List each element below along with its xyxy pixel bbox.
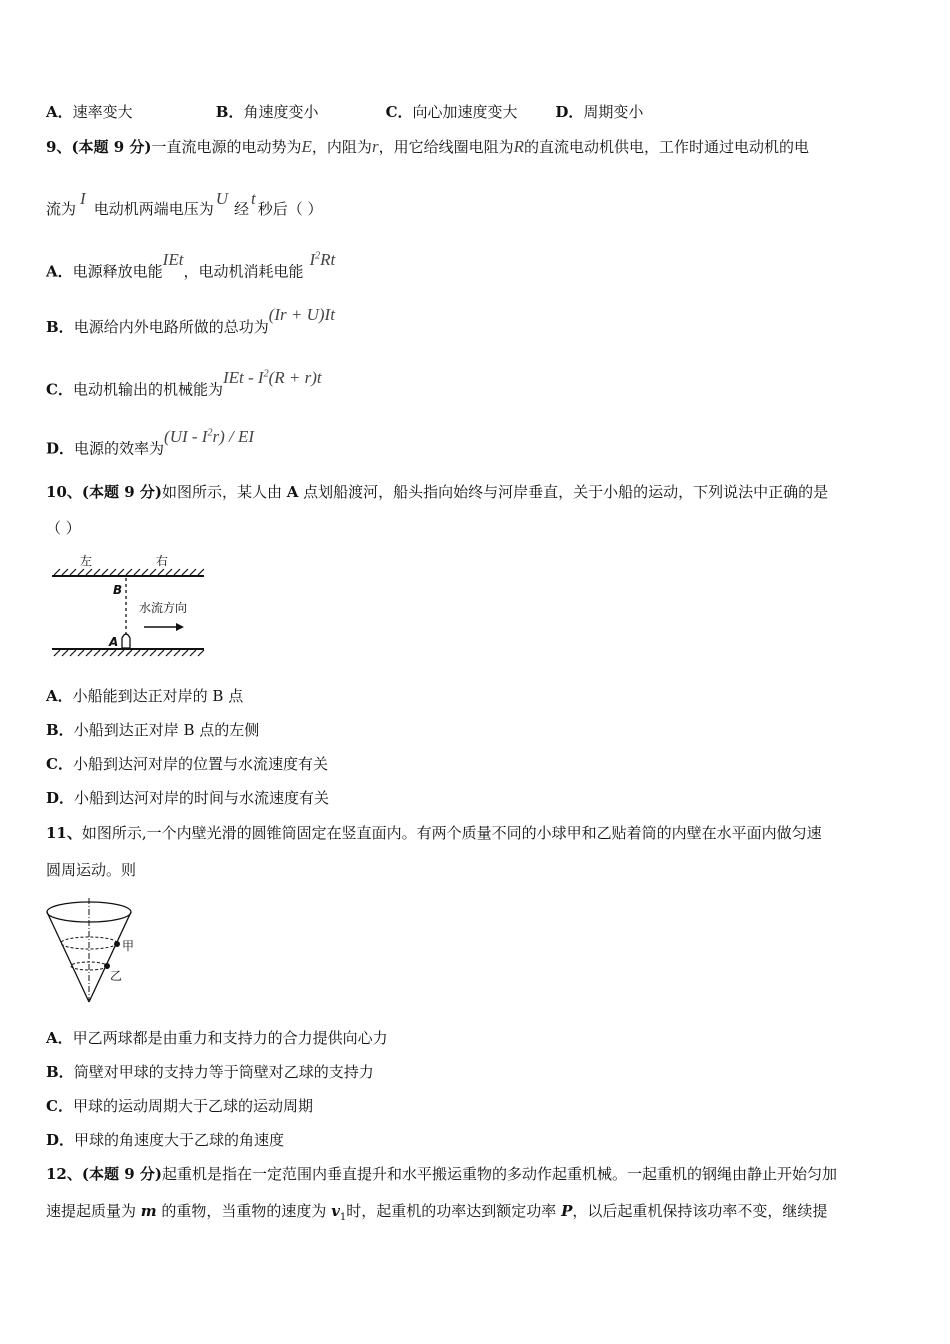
- fig-point-a-label: A: [109, 635, 119, 649]
- cone-left-side: [47, 912, 89, 1002]
- q12-stem-line1: 12、(本题 9 分)起重机是指在一定范围内垂直提升和水平搬运重物的多动作起重机械。一起重机的钢绳由静止开始匀加: [46, 1165, 837, 1183]
- q8-option-a: A．速率变大: [46, 103, 133, 121]
- q9-option-b: B．电源给内外电路所做的总功为(Ir + U)It: [46, 305, 335, 336]
- top-bank-hatching: [54, 569, 204, 575]
- q11-option-b: B．筒壁对甲球的支持力等于筒壁对乙球的支持力: [46, 1063, 374, 1081]
- q10-stem-line2: （ ）: [46, 519, 81, 537]
- boat-icon: [122, 634, 130, 648]
- cone-figure: [44, 896, 144, 1008]
- q8-option-d: D．周期变小: [555, 103, 644, 121]
- bottom-bank-hatching: [54, 650, 204, 656]
- fig-yi-label: 乙: [110, 969, 123, 983]
- fig-jia-label: 甲: [122, 939, 135, 953]
- q10-option-d: D．小船到达河对岸的时间与水流速度有关: [46, 789, 330, 807]
- q11-option-a: A．甲乙两球都是由重力和支持力的合力提供向心力: [46, 1029, 388, 1047]
- ball-jia: [114, 941, 120, 947]
- q10-option-c: C．小船到达河对岸的位置与水流速度有关: [46, 755, 328, 773]
- fig-left-label: 左: [80, 554, 93, 568]
- q9-stem-line1: 9、(本题 9 分)一直流电源的电动势为E，内阻为r，用它给线圈电阻为R的直流电动机供电，工作时通过电动机的电: [46, 137, 809, 156]
- fig-right-label: 右: [156, 554, 169, 568]
- q9-option-a: A．电源释放电能IEt，电动机消耗电能$I^2Rt$: [46, 249, 336, 281]
- q9-stem-line2: 流为I电动机两端电压为U经t秒后（ ）: [46, 189, 323, 218]
- q8-options-row: [46, 102, 643, 122]
- q11-stem-line1: 11、如图所示,一个内壁光滑的圆锥筒固定在竖直面内。有两个质量不同的小球甲和乙贴着筒的内壁在水平面内做匀速: [46, 824, 822, 842]
- q9-option-c: C．电动机输出的机械能为IEt - $I^2(R + r)t$: [46, 367, 322, 399]
- q11-option-c: C．甲球的运动周期大于乙球的运动周期: [46, 1097, 313, 1115]
- q10-option-b: B．小船到达正对岸 B 点的左侧: [46, 721, 260, 739]
- flow-arrow-head: [176, 623, 184, 631]
- fig-point-b-label: B: [113, 583, 123, 597]
- q8-option-c: C．向心加速度变大: [385, 103, 518, 121]
- q12-stem-line2: 速提起质量为 m 的重物，当重物的速度为 $v_1$时，起重机的功率达到额定功率 P，以后起重机保持该功率不变，继续提: [46, 1202, 828, 1223]
- cone-right-side: [89, 912, 131, 1002]
- q8-option-b: B．角速度变小: [215, 103, 319, 121]
- fig-flow-label: 水流方向: [139, 601, 188, 615]
- q11-stem-line2: 圆周运动。则: [46, 861, 137, 879]
- q10-option-a: A．小船能到达正对岸的 B 点: [46, 687, 244, 705]
- q9-option-d: D．电源的效率为$(UI - I^2r)$ / EI: [46, 426, 254, 458]
- river-crossing-figure: [46, 550, 208, 662]
- q10-stem-line1: 10、(本题 9 分)如图所示，某人由 A 点划船渡河，船头指向始终与河岸垂直，关于小船的运动，下列说法中正确的是: [46, 483, 829, 501]
- q11-option-d: D．甲球的角速度大于乙球的角速度: [46, 1131, 285, 1149]
